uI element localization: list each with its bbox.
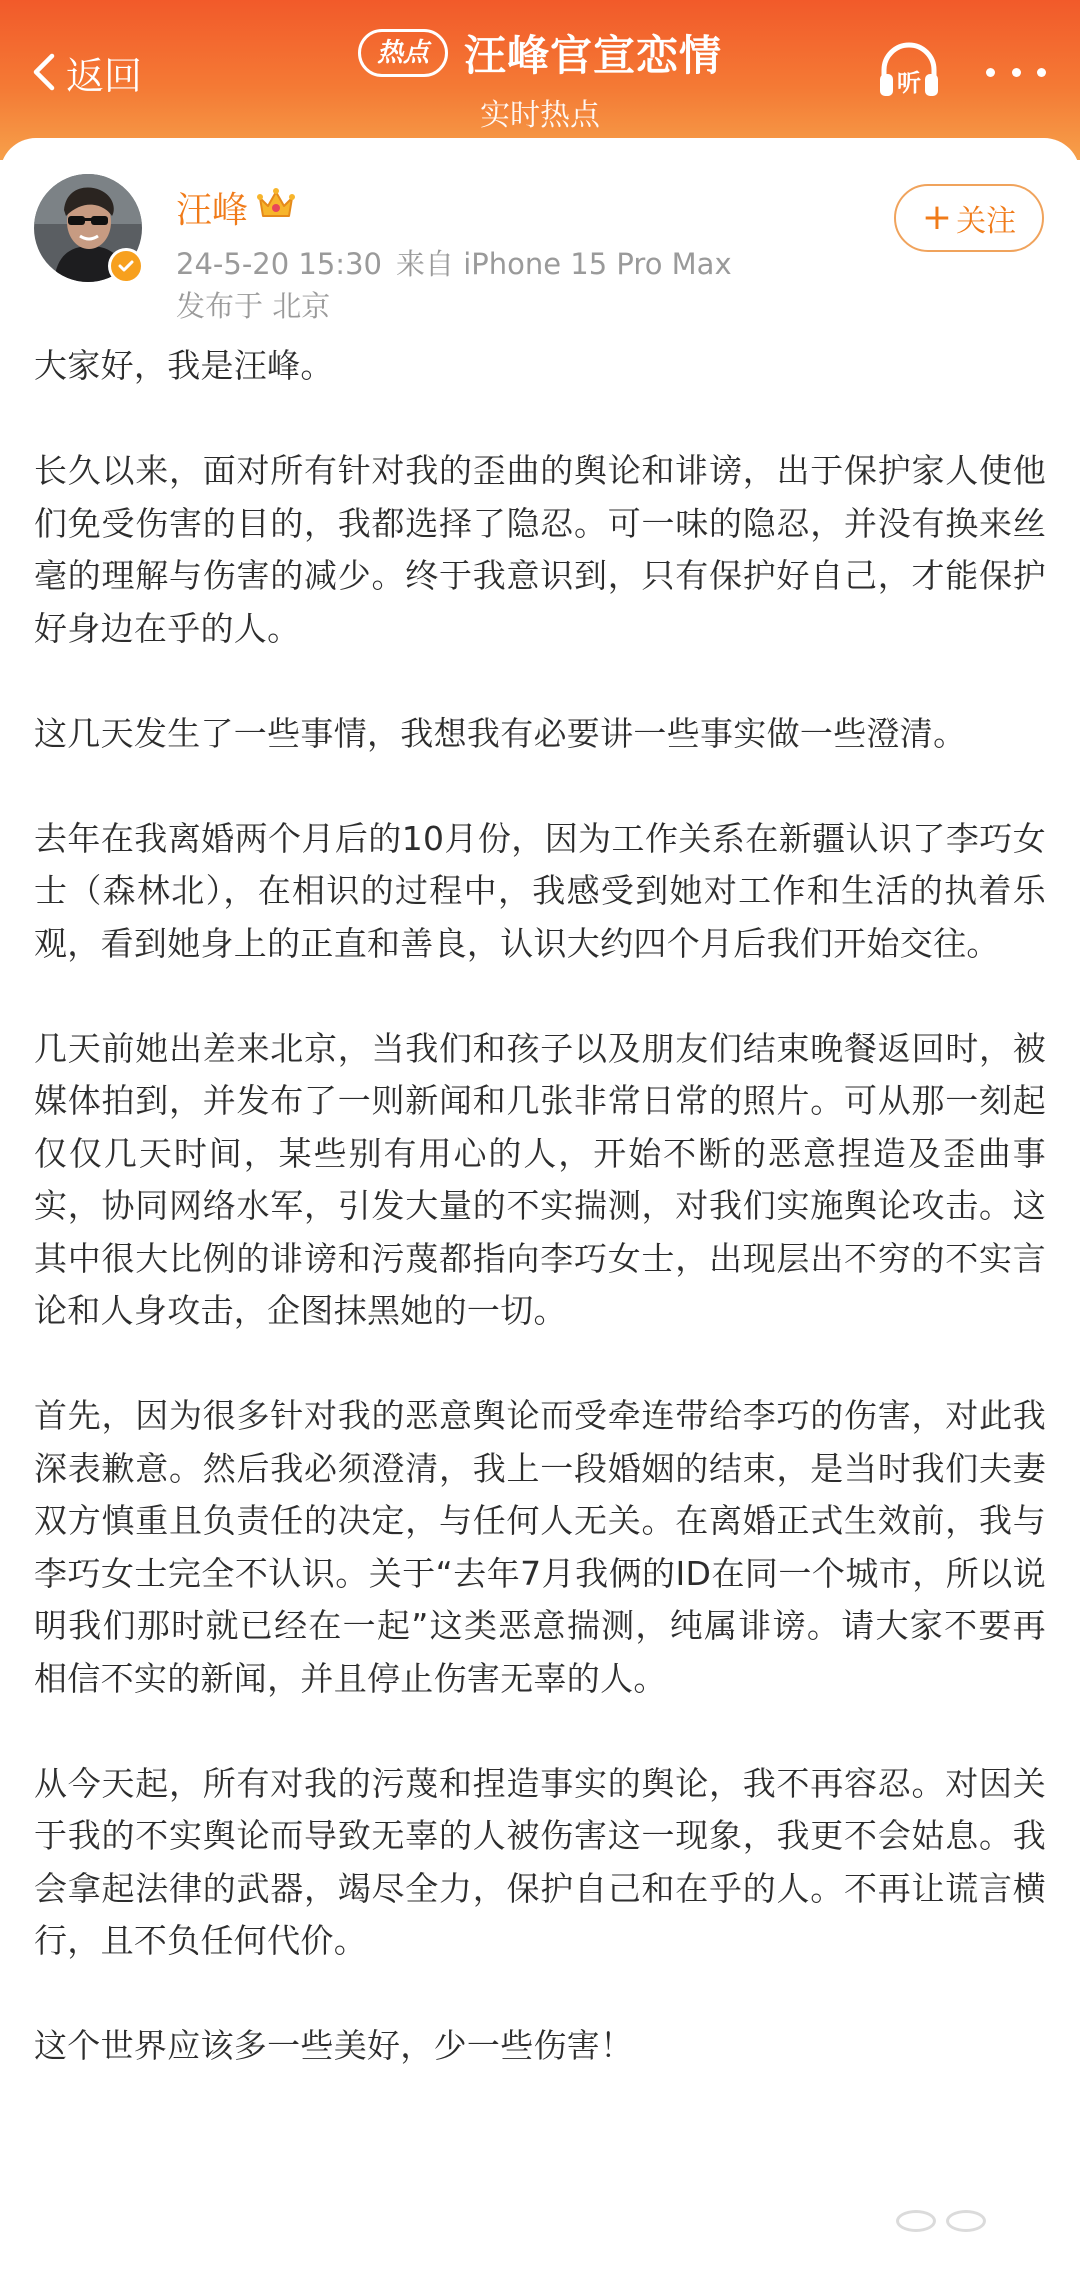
title-row <box>358 22 722 84</box>
page-subtitle: 实时热点 <box>480 98 600 133</box>
post-paragraph: 这个世界应该多一些美好，少一些伤害！ <box>34 2026 634 2065</box>
hot-badge: 热点 <box>358 29 448 77</box>
post-paragraph: 几天前她出差来北京，当我们和孩子以及朋友们结束晚餐返回时，被媒体拍到，并发布了一则新闻和几张非常日常的照片。可从那一刻起仅仅几天时间，某些别有用心的人，开始不断的恶意捏造及歪曲事实，协同网络水军，引发大量的不实揣测，对我们实施舆论攻击。这其中很大比例的诽谤和污蔑都指向李巧女士，出现层出不穷的不实言论和人身攻击，企图抹黑她的一切。 <box>34 1028 1046 1330</box>
more-button[interactable] <box>986 42 1046 102</box>
follow-label: 关注 <box>956 204 1017 239</box>
plus-icon: + <box>921 197 953 238</box>
post-timestamp: 24-5-20 15:30 <box>176 247 382 281</box>
author-name[interactable]: 汪峰 <box>176 190 249 231</box>
watermark-logo <box>896 2196 1046 2246</box>
post-card <box>0 138 1080 2277</box>
listen-label: 听 <box>897 69 921 97</box>
more-dot <box>986 68 995 77</box>
post-body <box>34 340 1046 2073</box>
back-label: 返回 <box>66 53 143 98</box>
post-paragraph: 首先，因为很多针对我的恶意舆论而受牵连带给李巧的伤害，对此我深表歉意。然后我必须澄清，我上一段婚姻的结束，是当时我们夫妻双方慎重且负责任的决定，与任何人无关。在离婚正式生效前，我与李巧女士完全不认识。关于“去年7月我俩的ID在同一个城市，所以说明我们那时就已经在一起”这类恶意揣测，纯属诽谤。请大家不要再相信不实的新闻，并且停止伤害无辜的人。 <box>34 1396 1046 1698</box>
post-paragraph: 去年在我离婚两个月后的10月份，因为工作关系在新疆认识了李巧女士（森林北），在相识的过程中，我感受到她对工作和生活的执着乐观，看到她身上的正直和善良，认识大约四个月后我们开始交往。 <box>34 818 1046 963</box>
crown-icon <box>256 186 296 222</box>
more-dot <box>1037 68 1046 77</box>
headphones-icon[interactable] <box>876 38 942 104</box>
verified-badge-icon <box>108 248 144 284</box>
post-location: 发布于 北京 <box>176 289 331 323</box>
post-paragraph: 大家好，我是汪峰。 <box>34 346 334 385</box>
post-paragraph: 从今天起，所有对我的污蔑和捏造事实的舆论，我不再容忍。对因关于我的不实舆论而导致无辜的人被伤害这一现象，我更不会姑息。我会拿起法律的武器，竭尽全力，保护自己和在乎的人。不再让谎言横行，且不负任何代价。 <box>34 1763 1046 1960</box>
post-meta <box>176 242 732 283</box>
post-paragraph: 长久以来，面对所有针对我的歪曲的舆论和诽谤，出于保护家人使他们免受伤害的目的，我都选择了隐忍。可一味的隐忍，并没有换来丝毫的理解与伤害的减少。终于我意识到，只有保护好自己，才能保护好身边在乎的人。 <box>34 451 1046 648</box>
post-paragraph: 这几天发生了一些事情，我想我有必要讲一些事实做一些澄清。 <box>34 713 967 753</box>
more-dot <box>1012 68 1021 77</box>
follow-button[interactable] <box>894 184 1044 252</box>
post-source: 来自 iPhone 15 Pro Max <box>395 247 732 281</box>
top-bar <box>0 0 1080 160</box>
page-title: 汪峰官宣恋情 <box>464 31 723 80</box>
